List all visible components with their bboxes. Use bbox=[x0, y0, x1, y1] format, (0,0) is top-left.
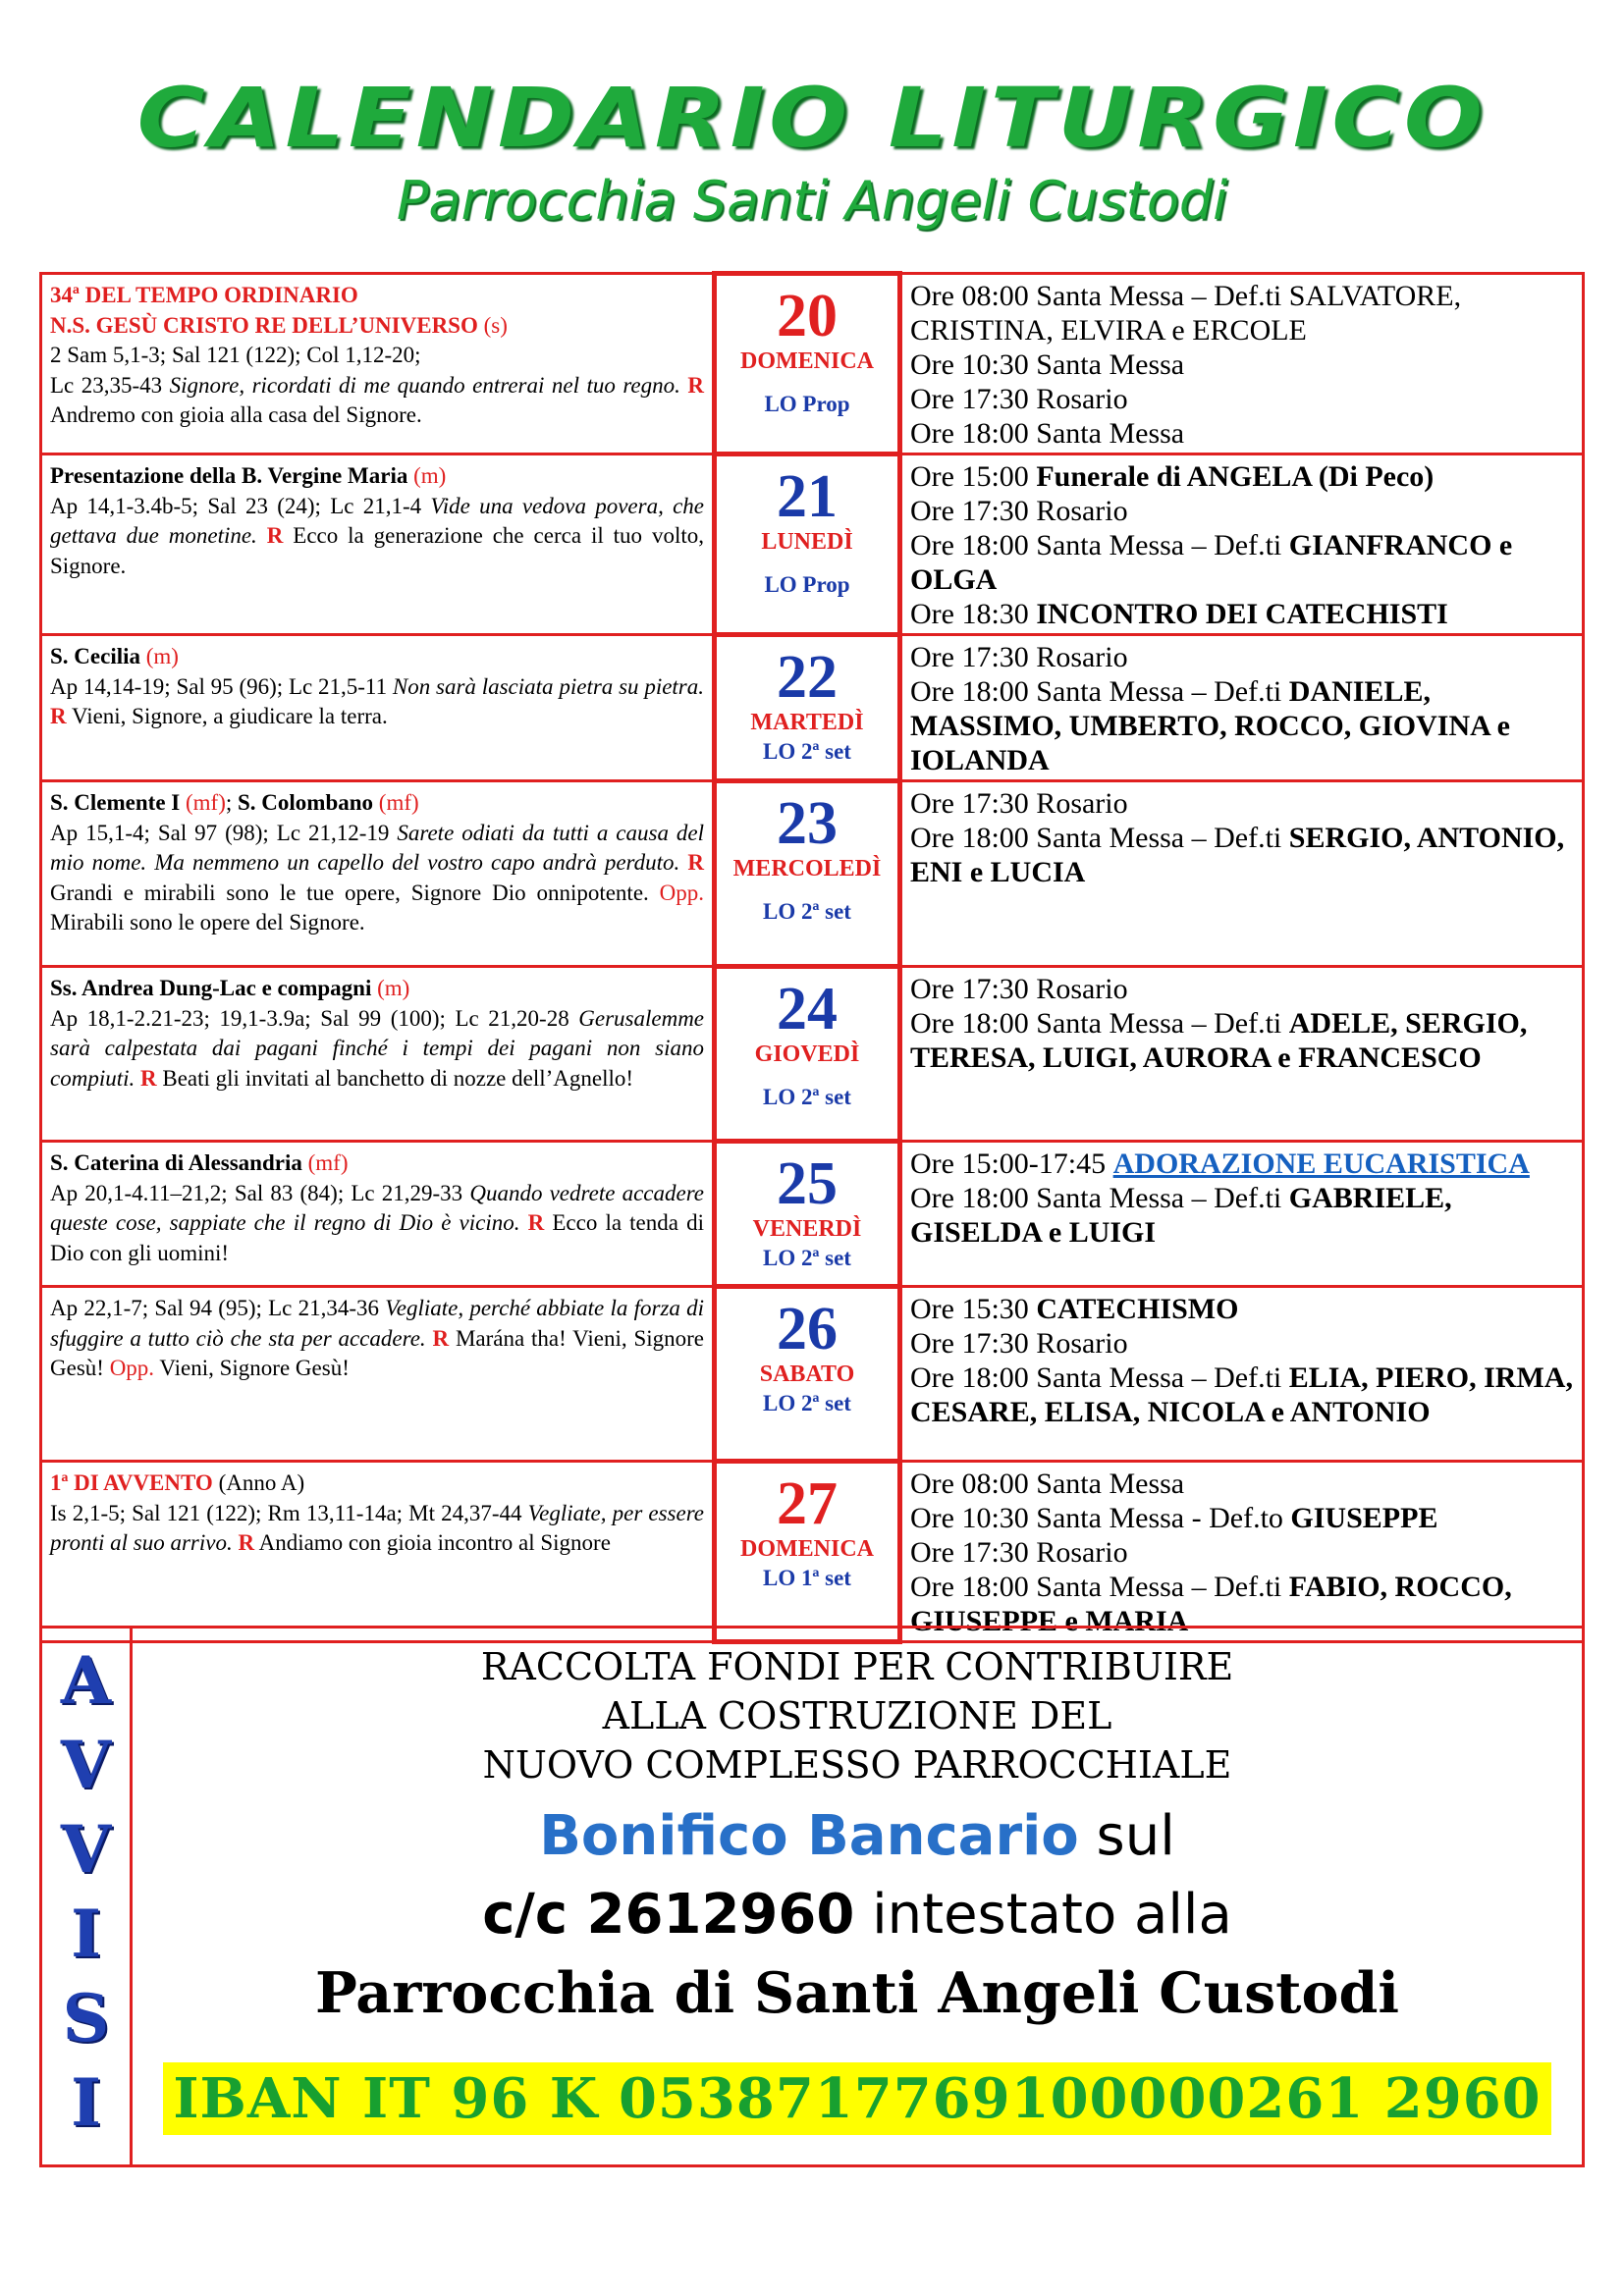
response: Andremo con gioia alla casa del Signore. bbox=[50, 402, 422, 427]
rank-tag: (m) bbox=[377, 976, 410, 1000]
event-time: Ore 08:00 Santa Messa – Def.ti bbox=[910, 280, 1289, 312]
liturgy-hours: LO 2ª set bbox=[763, 1391, 851, 1415]
response-label: R bbox=[50, 704, 67, 728]
date-cell bbox=[715, 781, 900, 967]
day-name: LUNEDÌ bbox=[761, 529, 853, 555]
response-label: R bbox=[140, 1065, 157, 1091]
fundraising-line: NUOVO COMPLESSO PARROCCHIALE bbox=[482, 1743, 1232, 1787]
date-cell bbox=[715, 274, 900, 454]
event-line bbox=[910, 279, 1574, 347]
saint-name: S. Clemente I bbox=[50, 790, 181, 815]
response-label: R bbox=[687, 372, 704, 398]
liturgy-hours: LO Prop bbox=[764, 392, 850, 416]
day-name: VENERDÌ bbox=[752, 1216, 862, 1242]
response: Ecco la generazione che cerca il tuo volto, Signore. bbox=[50, 523, 704, 578]
liturgy-hours: LO Prop bbox=[764, 572, 850, 597]
event-line bbox=[910, 1467, 1574, 1501]
day-row bbox=[41, 781, 1584, 967]
avvisi-letter: S bbox=[62, 1980, 110, 2056]
day-row bbox=[41, 454, 1584, 635]
event-names: SERGIO, ANTONIO, ENI e LUCIA bbox=[910, 822, 1565, 888]
page-header bbox=[0, 69, 1624, 234]
antiphon: Signore, ricordati di me quando entrerai nel tuo regno. bbox=[169, 372, 680, 398]
saint-name: S. Colombano bbox=[238, 790, 374, 815]
event-names: DANIELE, MASSIMO, UMBERTO, ROCCO, GIOVINA e IOLANDA bbox=[910, 675, 1510, 776]
feast-line: N.S. GESÙ CRISTO RE DELL’UNIVERSO bbox=[50, 312, 478, 338]
day-number: 20 bbox=[777, 283, 838, 349]
day-name: MARTEDÌ bbox=[750, 710, 864, 735]
event-names: Funerale di ANGELA (Di Peco) bbox=[1036, 460, 1435, 493]
day-number: 22 bbox=[777, 644, 838, 711]
event-time: Ore 18:00 Santa Messa – Def.ti bbox=[910, 822, 1289, 854]
liturgy-hours: LO 1ª set bbox=[763, 1566, 851, 1590]
fundraising-line: RACCOLTA FONDI PER CONTRIBUIRE bbox=[480, 1645, 1234, 1688]
response: Grandi e mirabili sono le tue opere, Signore Dio onnipotente. bbox=[50, 880, 649, 905]
liturgy-cell bbox=[41, 454, 715, 635]
event-names: ADELE, SERGIO, TERESA, LUIGI, AURORA e FRANCESCO bbox=[910, 1007, 1528, 1074]
antiphon: Vide una vedova povera, che gettava due monetine. bbox=[50, 493, 705, 548]
account-line bbox=[133, 1876, 1582, 1954]
avvisi-letter: A bbox=[60, 1642, 112, 1719]
liturgy-hours: LO 2ª set bbox=[763, 739, 851, 764]
event-line bbox=[910, 1181, 1574, 1250]
readings: Ap 22,1-7; Sal 94 (95); Lc 21,34-36 bbox=[50, 1296, 380, 1320]
rank-tag: (m) bbox=[145, 644, 179, 668]
day-row bbox=[41, 967, 1584, 1142]
event-line bbox=[910, 972, 1574, 1006]
antiphon: Gerusalemme sarà calpestata dai pagani finché i tempi dei pagani non siano compiuti. bbox=[50, 1005, 705, 1091]
event-time: Ore 18:00 Santa Messa – Def.ti bbox=[910, 1362, 1289, 1394]
readings: Ap 18,1-2.21-23; 19,1-3.9a; Sal 99 (100); Lc 21,20-28 bbox=[50, 1005, 569, 1031]
event-names: FABIO, ROCCO, GIUSEPPE e MARIA bbox=[910, 1571, 1512, 1637]
event-names: GABRIELE, GISELDA e LUIGI bbox=[910, 1182, 1452, 1249]
opp-label: Opp. bbox=[659, 880, 704, 905]
day-number: 24 bbox=[777, 976, 838, 1042]
fundraising-line: ALLA COSTRUZIONE DEL bbox=[602, 1694, 1112, 1737]
event-names: CATECHISMO bbox=[1036, 1293, 1239, 1325]
event-line bbox=[910, 416, 1574, 451]
avvisi-letter: V bbox=[60, 1727, 112, 1803]
event-time: Ore 18:30 bbox=[910, 598, 1037, 630]
event-time: Ore 17:30 Rosario bbox=[910, 1327, 1128, 1360]
response-label: R bbox=[432, 1325, 450, 1351]
date-cell bbox=[715, 967, 900, 1142]
page-title: CALENDARIO LITURGICO bbox=[136, 70, 1488, 166]
liturgy-hours: LO 2ª set bbox=[763, 1085, 851, 1109]
rank-tag: (m) bbox=[413, 463, 447, 488]
events-cell bbox=[900, 274, 1584, 454]
liturgy-cell bbox=[41, 1287, 715, 1462]
opp-response: Mirabili sono le opere del Signore. bbox=[50, 910, 365, 934]
saint-name: Ss. Andrea Dung-Lac e compagni bbox=[50, 976, 372, 1000]
day-row bbox=[41, 1142, 1584, 1287]
rank-tag: (s) bbox=[483, 312, 508, 338]
day-row bbox=[41, 1287, 1584, 1462]
intestato-text: intestato alla bbox=[854, 1883, 1232, 1947]
readings: Ap 20,1-4.11–21,2; Sal 83 (84); Lc 21,29-33 bbox=[50, 1180, 463, 1205]
event-time: Ore 18:00 Santa Messa – Def.ti bbox=[910, 1007, 1289, 1040]
adoration-link[interactable]: ADORAZIONE EUCARISTICA bbox=[1112, 1148, 1530, 1180]
response-label: R bbox=[527, 1210, 545, 1235]
event-time: Ore 18:00 Santa Messa bbox=[910, 417, 1185, 450]
day-number: 27 bbox=[777, 1470, 838, 1537]
year-tag: (Anno A) bbox=[218, 1470, 305, 1495]
event-time: Ore 18:00 Santa Messa – Def.ti bbox=[910, 529, 1289, 561]
feast-line: 34ª DEL TEMPO ORDINARIO bbox=[50, 283, 358, 307]
event-time: Ore 17:30 Rosario bbox=[910, 787, 1128, 820]
event-line bbox=[910, 1326, 1574, 1361]
separator: ; bbox=[225, 790, 233, 815]
readings: 2 Sam 5,1-3; Sal 121 (122); Col 1,12-20; bbox=[50, 343, 421, 367]
liturgy-cell bbox=[41, 1462, 715, 1642]
day-row bbox=[41, 274, 1584, 454]
account-number: c/c 2612960 bbox=[482, 1883, 855, 1947]
readings: Ap 14,1-3.4b-5; Sal 23 (24); Lc 21,1-4 bbox=[50, 493, 422, 518]
event-time: Ore 18:00 Santa Messa – Def.ti bbox=[910, 1182, 1289, 1214]
readings: Ap 14,14-19; Sal 95 (96); Lc 21,5-11 bbox=[50, 673, 388, 699]
date-cell bbox=[715, 1287, 900, 1462]
liturgy-cell bbox=[41, 781, 715, 967]
notices-box bbox=[39, 1626, 1585, 2167]
antiphon: Vegliate, per essere pronti al suo arrivo. bbox=[50, 1500, 704, 1555]
day-number: 25 bbox=[777, 1150, 838, 1217]
event-time: Ore 10:30 Santa Messa bbox=[910, 348, 1185, 381]
day-name: DOMENICA bbox=[740, 348, 874, 374]
events-cell bbox=[900, 1462, 1584, 1642]
event-line bbox=[910, 459, 1574, 494]
date-cell bbox=[715, 454, 900, 635]
feast-line: 1ª DI AVVENTO bbox=[50, 1470, 213, 1495]
event-line bbox=[910, 640, 1574, 674]
avvisi-letter: I bbox=[71, 1896, 101, 1972]
response: Ecco la tenda di Dio con gli uomini! bbox=[50, 1210, 704, 1265]
account-holder: Parrocchia di Santi Angeli Custodi bbox=[314, 1960, 1400, 2026]
response: Vieni, Signore, a giudicare la terra. bbox=[71, 704, 388, 728]
day-number: 21 bbox=[777, 463, 838, 530]
iban-code: IBAN IT 96 K 0538717769100000261 2960 bbox=[163, 2062, 1550, 2135]
liturgy-cell bbox=[41, 635, 715, 781]
day-number: 23 bbox=[777, 790, 838, 857]
calendar-table bbox=[39, 271, 1585, 1644]
event-time: Ore 17:30 Rosario bbox=[910, 973, 1128, 1005]
rank-tag: (mf) bbox=[185, 790, 226, 815]
event-line bbox=[910, 1147, 1574, 1181]
page-subtitle: Parrocchia Santi Angeli Custodi bbox=[396, 170, 1228, 232]
event-line bbox=[910, 786, 1574, 821]
event-time: Ore 18:00 Santa Messa – Def.ti bbox=[910, 1571, 1289, 1603]
day-row bbox=[41, 635, 1584, 781]
antiphon: Quando vedrete accadere queste cose, sappiate che il regno di Dio è vicino. bbox=[50, 1180, 704, 1235]
event-line bbox=[910, 674, 1574, 777]
response-label: R bbox=[687, 850, 704, 875]
saint-name: S. Cecilia bbox=[50, 644, 140, 668]
event-time: Ore 17:30 Rosario bbox=[910, 1536, 1128, 1569]
event-line bbox=[910, 1361, 1574, 1429]
event-names: GIUSEPPE bbox=[1290, 1502, 1438, 1534]
event-line bbox=[910, 347, 1574, 382]
event-time: Ore 15:00 bbox=[910, 460, 1037, 493]
events-cell bbox=[900, 781, 1584, 967]
liturgy-hours: LO 2ª set bbox=[763, 1246, 851, 1270]
event-time: Ore 15:30 bbox=[910, 1293, 1037, 1325]
date-cell bbox=[715, 635, 900, 781]
event-names: INCONTRO DEI CATECHISTI bbox=[1036, 598, 1448, 630]
antiphon: Sarete odiati da tutti a causa del mio nome. Ma nemmeno un capello del vostro capo andrà perduto. bbox=[50, 820, 704, 875]
event-time: Ore 15:00-17:45 bbox=[910, 1148, 1113, 1180]
readings: Is 2,1-5; Sal 121 (122); Rm 13,11-14a; Mt 24,37-44 bbox=[50, 1500, 522, 1525]
liturgy-cell bbox=[41, 274, 715, 454]
event-line bbox=[910, 1292, 1574, 1326]
event-time: Ore 08:00 Santa Messa bbox=[910, 1468, 1185, 1500]
readings: Ap 15,1-4; Sal 97 (98); Lc 21,12-19 bbox=[50, 820, 390, 845]
events-cell bbox=[900, 1142, 1584, 1287]
bonifico-text: Bonifico Bancario bbox=[539, 1804, 1079, 1868]
liturgy-cell bbox=[41, 1142, 715, 1287]
liturgy-cell bbox=[41, 967, 715, 1142]
bank-transfer-line bbox=[133, 1797, 1582, 1876]
antiphon: Non sarà lasciata pietra su pietra. bbox=[392, 673, 705, 699]
day-name: GIOVEDÌ bbox=[754, 1041, 860, 1067]
avvisi-vertical-label bbox=[42, 1629, 133, 2164]
response: Andiamo con gioia incontro al Signore bbox=[258, 1530, 611, 1555]
day-row bbox=[41, 1462, 1584, 1642]
avvisi-letter: I bbox=[71, 2064, 101, 2141]
day-number: 26 bbox=[777, 1296, 838, 1362]
response-label: R bbox=[238, 1530, 255, 1555]
opp-label: Opp. bbox=[109, 1356, 155, 1380]
sul-text: sul bbox=[1078, 1804, 1175, 1868]
rank-tag: (mf) bbox=[378, 790, 419, 815]
event-line bbox=[910, 1535, 1574, 1570]
opp-response: Vieni, Signore Gesù! bbox=[159, 1356, 350, 1380]
event-time: Ore 10:30 Santa Messa - Def.to bbox=[910, 1502, 1291, 1534]
saint-name: Presentazione della B. Vergine Maria bbox=[50, 463, 408, 488]
date-cell bbox=[715, 1142, 900, 1287]
response-label: R bbox=[266, 523, 284, 548]
saint-name: S. Caterina di Alessandria bbox=[50, 1150, 302, 1175]
event-line bbox=[910, 1501, 1574, 1535]
day-name: DOMENICA bbox=[740, 1536, 874, 1562]
day-name: MERCOLEDÌ bbox=[732, 856, 882, 881]
events-cell bbox=[900, 635, 1584, 781]
rank-tag: (mf) bbox=[307, 1150, 349, 1175]
response: Beati gli invitati al banchetto di nozze dell’Agnello! bbox=[162, 1065, 634, 1091]
events-cell bbox=[900, 454, 1584, 635]
event-names: SALVATORE, CRISTINA, ELVIRA e ERCOLE bbox=[910, 280, 1462, 347]
event-names: ELIA, PIERO, IRMA, CESARE, ELISA, NICOLA e ANTONIO bbox=[910, 1362, 1573, 1428]
events-cell bbox=[900, 1287, 1584, 1462]
event-line bbox=[910, 1006, 1574, 1075]
event-line bbox=[910, 382, 1574, 416]
event-line bbox=[910, 494, 1574, 528]
event-time: Ore 17:30 Rosario bbox=[910, 641, 1128, 673]
events-cell bbox=[900, 967, 1584, 1142]
notices-content bbox=[133, 1629, 1582, 2164]
event-line bbox=[910, 597, 1574, 631]
event-names: GIANFRANCO e OLGA bbox=[910, 529, 1513, 596]
day-name: SABATO bbox=[759, 1362, 855, 1387]
antiphon: Vegliate, perché abbiate la forza di sfuggire a tutto ciò che sta per accadere. bbox=[50, 1296, 705, 1351]
date-cell bbox=[715, 1462, 900, 1642]
event-line bbox=[910, 821, 1574, 889]
avvisi-letter: V bbox=[60, 1811, 112, 1888]
event-time: Ore 17:30 Rosario bbox=[910, 495, 1128, 527]
event-time: Ore 18:00 Santa Messa – Def.ti bbox=[910, 675, 1289, 708]
liturgy-hours: LO 2ª set bbox=[763, 899, 851, 924]
event-time: Ore 17:30 Rosario bbox=[910, 383, 1128, 415]
event-line bbox=[910, 528, 1574, 597]
readings: Lc 23,35-43 bbox=[50, 372, 163, 398]
response: Marána tha! Vieni, Signore Gesù! bbox=[50, 1325, 704, 1380]
